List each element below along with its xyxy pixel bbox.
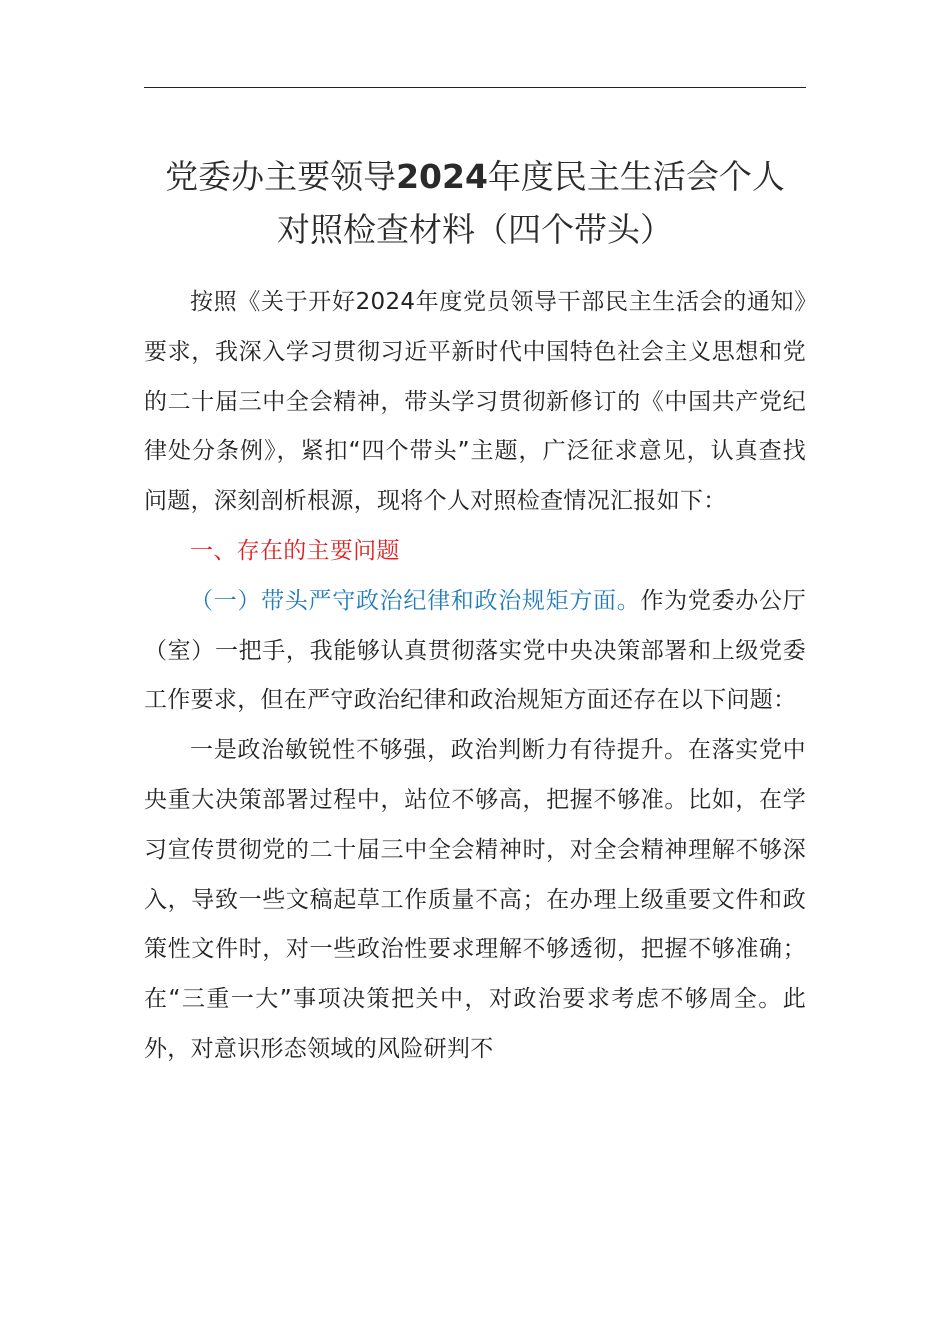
title-part-2: 年度民主生活会个人 <box>487 157 785 196</box>
header-rule <box>144 87 806 88</box>
document-body <box>144 278 806 1075</box>
intro-paragraph: 按照《关于开好2024年度党员领导干部民主生活会的通知》要求，我深入学习贯彻习近平新时代中国特色社会主义思想和党的二十届三中全会精神，带头学习贯彻新修订的《中国共产党纪律处分条例》，紧扣“四个带头”主题，广泛征求意见，认真查找问题，深刻剖析根源，现将个人对照检查情况汇报如下： <box>144 289 806 515</box>
subsection-heading-1: （一）带头严守政治纪律和政治规矩方面。 <box>190 587 641 614</box>
subsection-text-1: 作为党委办公厅（室）一把手，我能够认真贯彻落实党中央决策部署和上级党委工作要求，但在严守政治纪律和政治规矩方面还存在以下问题： <box>144 587 806 714</box>
title-line-1 <box>144 150 806 203</box>
title-line-2: 对照检查材料（四个带头） <box>277 210 673 249</box>
subsection-paragraph-1 <box>144 577 806 726</box>
section-heading-problems: 一、存在的主要问题 <box>190 537 400 564</box>
title-part-1: 党委办主要领导 <box>165 157 397 196</box>
title-year: 2024 <box>396 157 488 196</box>
point-paragraph-1: 一是政治敏锐性不够强，政治判断力有待提升。在落实党中央重大决策部署过程中，站位不够高，把握不够准。比如，在学习宣传贯彻党的二十届三中全会精神时，对全会精神理解不够深入，导致一些文稿起草工作质量不高；在办理上级重要文件和政策性文件时，对一些政治性要求理解不够透彻，把握不够准确；在“三重一大”事项决策把关中，对政治要求考虑不够周全。此外，对意识形态领域的风险研判不 <box>144 737 806 1062</box>
document-title <box>144 150 806 256</box>
